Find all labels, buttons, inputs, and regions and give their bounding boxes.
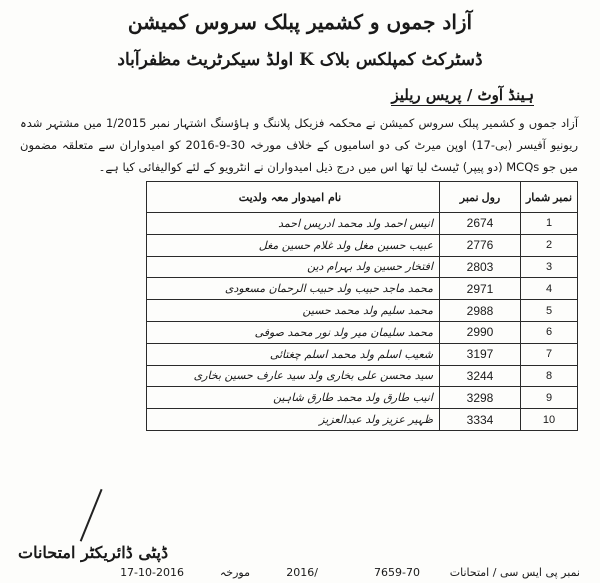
- name-cell: محمد ماجد حبیب ولد حبیب الرحمان مسعودی: [147, 278, 440, 300]
- handout-title: ہینڈ آوٹ / پریس ریلیز: [391, 86, 534, 104]
- table-row: [147, 321, 578, 343]
- roll-cell: 3334: [440, 409, 521, 431]
- reference-year: 2016/: [286, 566, 318, 579]
- roll-cell: 2971: [440, 278, 521, 300]
- roll-cell: 2674: [440, 213, 521, 235]
- table-row: [147, 234, 578, 256]
- roll-cell: 3244: [440, 365, 521, 387]
- header-serial: نمبر شمار: [521, 182, 578, 213]
- table-header-row: [147, 182, 578, 213]
- name-cell: افتخار حسین ولد بہرام دین: [147, 256, 440, 278]
- serial-cell: 10: [521, 409, 578, 431]
- name-cell: محمد سلیمان میر ولد نور محمد صوفی: [147, 321, 440, 343]
- issue-date: 17-10-2016: [120, 566, 184, 579]
- table-row: [147, 387, 578, 409]
- name-cell: سید محسن علی بخاری ولد سید عارف حسین بخاری: [147, 365, 440, 387]
- roll-cell: 2776: [440, 234, 521, 256]
- serial-cell: 8: [521, 365, 578, 387]
- name-cell: شعیب اسلم ولد محمد اسلم چغتائی: [147, 343, 440, 365]
- serial-cell: 3: [521, 256, 578, 278]
- name-cell: ظہیر عزیز ولد عبدالعزیز: [147, 409, 440, 431]
- roll-cell: 2803: [440, 256, 521, 278]
- table-row: [147, 213, 578, 235]
- dated-label: مورخہ: [219, 566, 250, 579]
- press-release-text: آزاد جموں و کشمیر پبلک سروس کمیشن نے محکمہ فزیکل پلاننگ و ہاؤسنگ اشتہار نمبر 1/2015 میں مشتہر شدہ ریونیو آفیسر (بی-17) اوپن میرٹ کی دو اسامیوں کے خلاف مورخہ 30-9-2016 کو امیدواران سے متعلقہ مضمون میں جو MCQs (دو پیپر) ٹیسٹ لیا تھا اس میں درج ذیل امیدواران نے انٹرویو کے لئے کوالیفائی کیا ہے۔: [20, 116, 579, 174]
- name-cell: انیس احمد ولد محمد ادریس احمد: [147, 213, 440, 235]
- reference-label: نمبر پی ایس سی / امتحانات: [449, 566, 580, 579]
- commission-address: ڈسٹرکٹ کمپلکس بلاک K اولڈ سیکرٹریٹ مظفرآباد: [117, 50, 483, 70]
- table-row: [147, 300, 578, 322]
- commission-title: آزاد جموں و کشمیر پبلک سروس کمیشن: [127, 10, 473, 34]
- name-cell: عبیب حسین مغل ولد غلام حسین مغل: [147, 234, 440, 256]
- serial-cell: 1: [521, 213, 578, 235]
- signature-stroke: [80, 489, 107, 543]
- roll-cell: 2990: [440, 321, 521, 343]
- signatory-title: ڈپٹی ڈائریکٹر امتحانات: [18, 543, 169, 562]
- header-candidate-name: نام امیدوار معہ ولدیت: [147, 182, 440, 213]
- header-roll-number: رول نمبر: [440, 182, 521, 213]
- name-cell: انیب طارق ولد محمد طارق شاہین: [147, 387, 440, 409]
- table-row: [147, 343, 578, 365]
- table-row: [147, 256, 578, 278]
- roll-cell: 2988: [440, 300, 521, 322]
- reference-footer: [110, 566, 580, 582]
- table-row: [147, 409, 578, 431]
- serial-cell: 5: [521, 300, 578, 322]
- serial-cell: 6: [521, 321, 578, 343]
- roll-cell: 3197: [440, 343, 521, 365]
- table-row: [147, 278, 578, 300]
- roll-cell: 3298: [440, 387, 521, 409]
- serial-cell: 7: [521, 343, 578, 365]
- candidates-table: [146, 181, 578, 431]
- name-cell: محمد سلیم ولد محمد حسین: [147, 300, 440, 322]
- serial-cell: 2: [521, 234, 578, 256]
- reference-number: 7659-70: [374, 566, 420, 579]
- table-row: [147, 365, 578, 387]
- serial-cell: 9: [521, 387, 578, 409]
- serial-cell: 4: [521, 278, 578, 300]
